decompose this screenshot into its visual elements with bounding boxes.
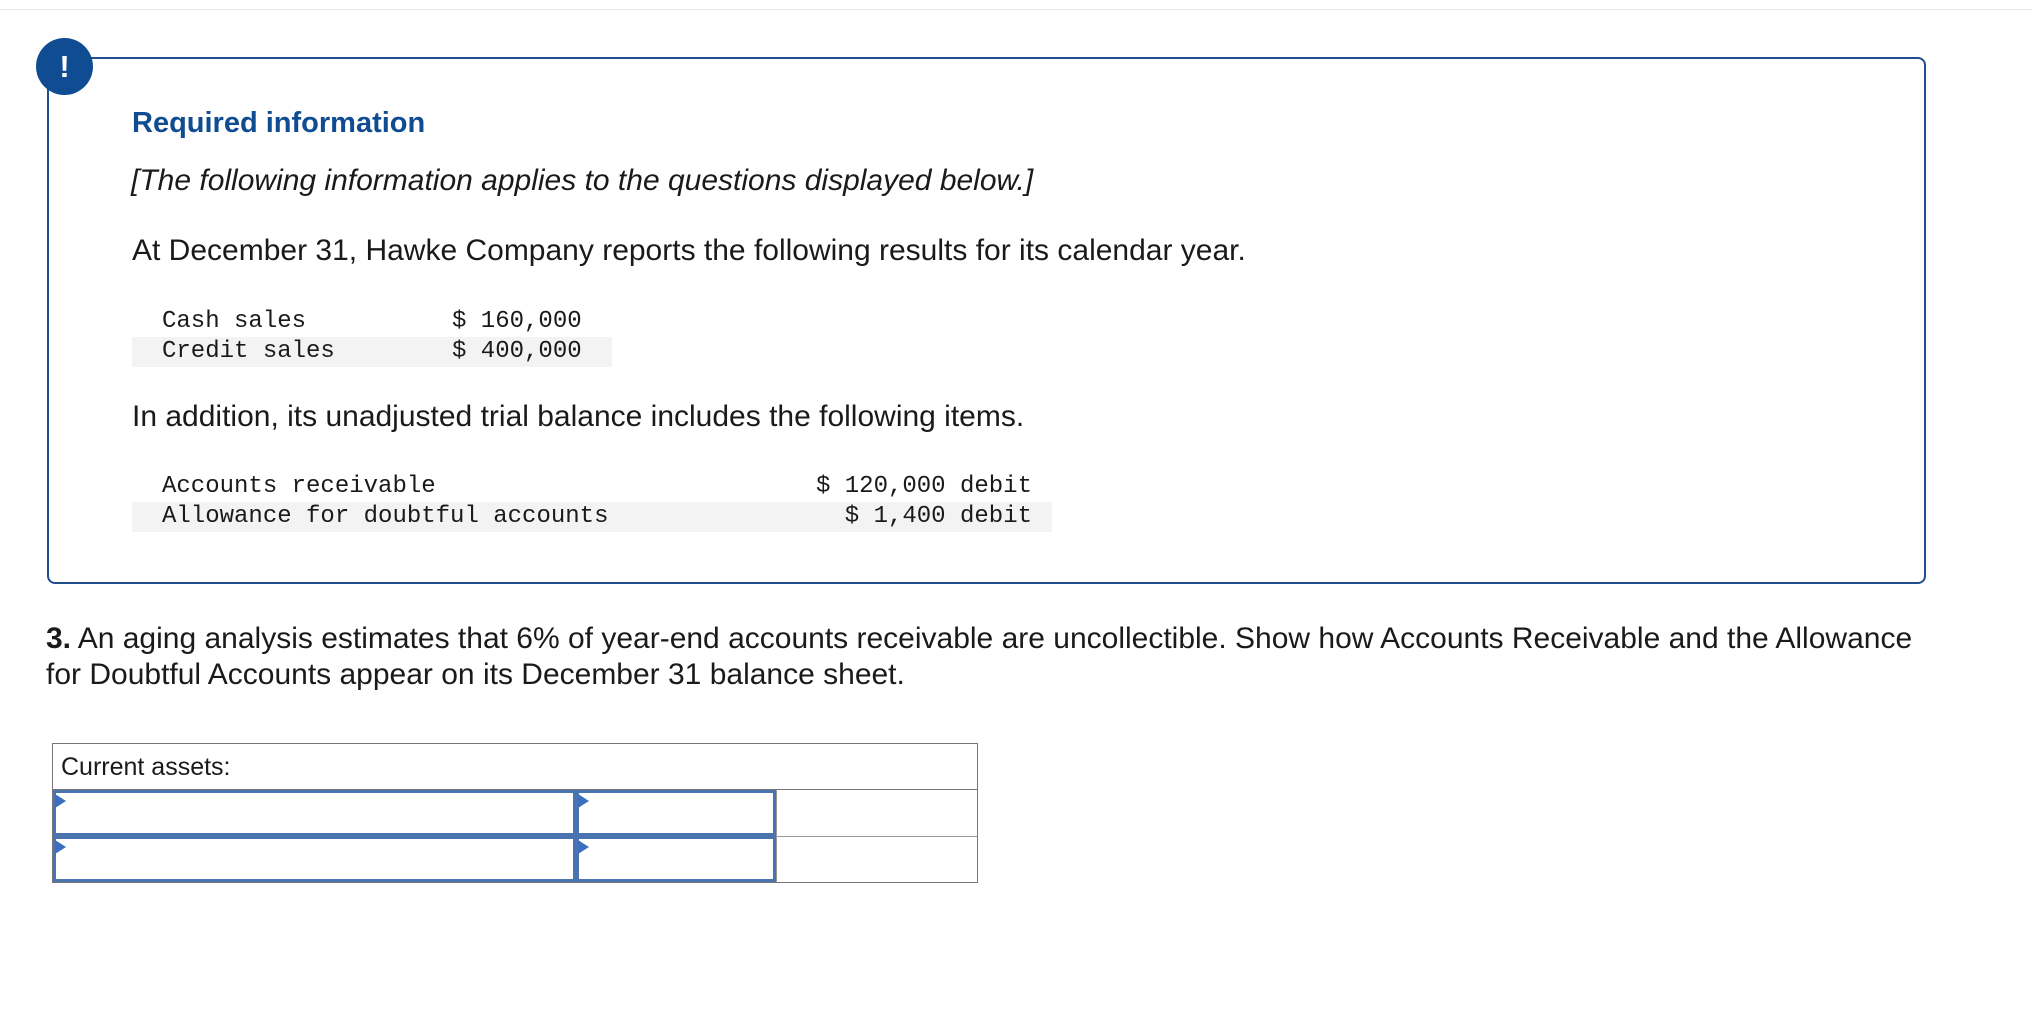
sales-label: Cash sales <box>162 308 307 335</box>
question-text <box>46 621 1946 693</box>
alert-symbol: ! <box>59 48 70 84</box>
addition-paragraph: In addition, its unadjusted trial balance includes the following items. <box>132 400 1025 433</box>
sales-amount: $ 160,000 <box>452 308 582 335</box>
row1-account-input[interactable] <box>53 790 576 836</box>
required-information-title: Required information <box>132 107 426 139</box>
balance-sheet-answer-table <box>52 743 978 883</box>
trial-balance-row-receivable <box>132 472 1052 502</box>
question-body: An aging analysis estimates that 6% of year-end accounts receivable are uncollectible. Show how Accounts Receivable and the Allowance for Doubtful Accounts appear on its December 31 balance sheet. <box>46 622 1913 691</box>
dropdown-marker-icon <box>55 840 66 854</box>
row2-amount-input[interactable] <box>576 836 776 882</box>
dropdown-marker-icon <box>578 794 589 808</box>
question-number: 3. <box>46 622 72 655</box>
trial-balance-label: Accounts receivable <box>162 473 436 500</box>
intro-paragraph: At December 31, Hawke Company reports the following results for its calendar year. <box>132 234 1246 267</box>
trial-balance-amount: $ 120,000 debit <box>815 473 1032 500</box>
info-note: [The following information applies to the questions displayed below.] <box>131 164 1034 197</box>
sales-row-credit <box>132 337 612 367</box>
sales-amount: $ 400,000 <box>452 338 582 365</box>
row2-total-cell[interactable] <box>776 836 977 882</box>
sales-table <box>132 307 612 367</box>
dropdown-marker-icon <box>578 840 589 854</box>
current-assets-header: Current assets: <box>53 744 977 790</box>
row1-amount-input[interactable] <box>576 790 776 836</box>
trial-balance-row-allowance <box>132 502 1052 532</box>
trial-balance-table <box>132 472 1052 532</box>
alert-icon <box>36 38 93 95</box>
row2-account-input[interactable] <box>53 836 576 882</box>
dropdown-marker-icon <box>55 794 66 808</box>
trial-balance-amount: $ 1,400 debit <box>844 503 1032 530</box>
sales-label: Credit sales <box>162 338 335 365</box>
sales-row-cash <box>132 307 612 337</box>
row1-total-cell[interactable] <box>776 790 977 836</box>
trial-balance-label: Allowance for doubtful accounts <box>162 503 609 530</box>
top-divider <box>0 9 2032 10</box>
